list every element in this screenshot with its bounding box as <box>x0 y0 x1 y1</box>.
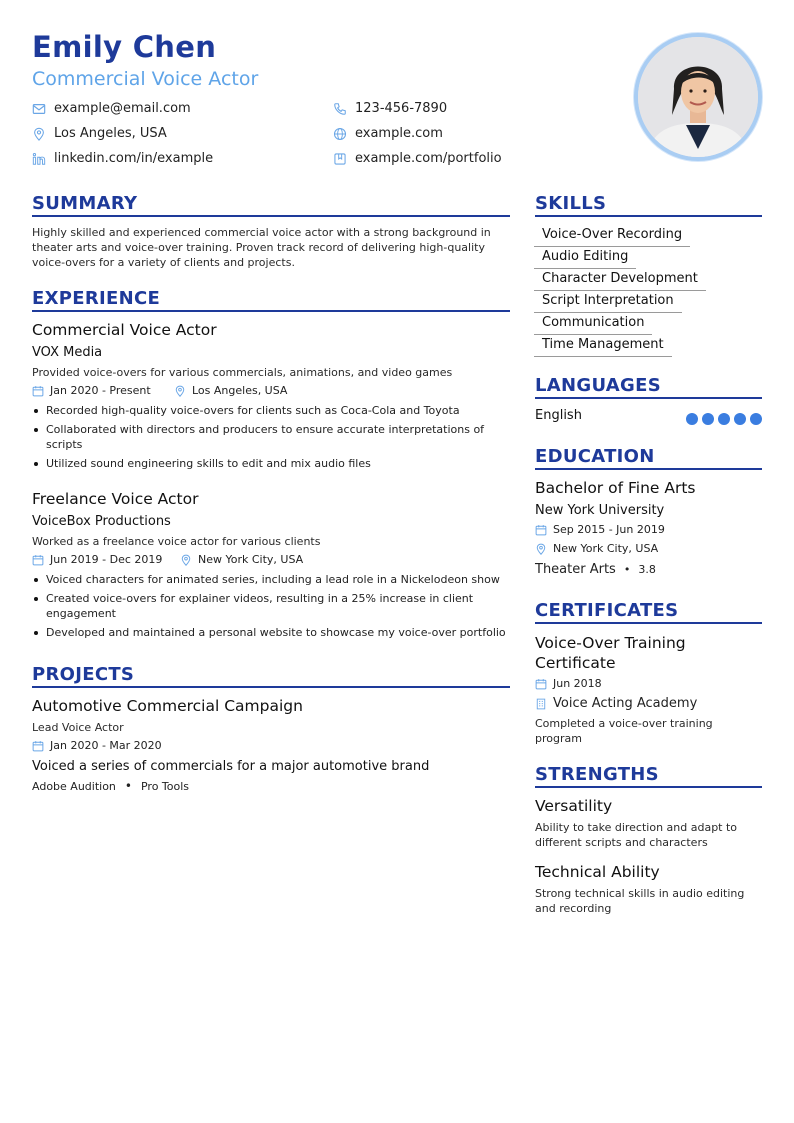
project-dates <box>32 739 162 752</box>
education-field-gpa <box>535 562 656 577</box>
summary-heading: SUMMARY <box>32 193 138 214</box>
calendar-icon <box>32 740 44 752</box>
certificates-heading: CERTIFICATES <box>535 600 679 621</box>
education-location-text: New York City, USA <box>553 542 659 555</box>
strength-description: Strong technical skills in audio editing and recording <box>535 887 745 915</box>
education-divider <box>535 468 762 470</box>
job-description: Worked as a freelance voice actor for various clients <box>32 535 321 548</box>
strengths-divider <box>535 786 762 788</box>
contact-website[interactable] <box>333 126 443 141</box>
bookmark-icon <box>333 152 347 166</box>
project-role: Lead Voice Actor <box>32 721 124 734</box>
phone-icon <box>333 102 347 116</box>
job-description: Provided voice-overs for various commercials, animations, and video games <box>32 366 453 379</box>
candidate-name: Emily Chen <box>32 30 217 64</box>
skill-tag: Time Management <box>534 335 672 357</box>
proficiency-dot <box>734 413 746 425</box>
contact-portfolio[interactable] <box>333 151 502 166</box>
languages-heading: LANGUAGES <box>535 375 661 396</box>
job-location <box>180 553 303 566</box>
summary-divider <box>32 215 510 217</box>
map-pin-icon <box>174 385 186 397</box>
project-dates-text: Jan 2020 - Mar 2020 <box>50 739 162 752</box>
certificate-date-text: Jun 2018 <box>553 677 602 690</box>
contact-website-text: example.com <box>355 126 443 141</box>
job-company: VoiceBox Productions <box>32 514 171 529</box>
project-tools <box>32 779 189 793</box>
proficiency-dot <box>686 413 698 425</box>
contact-location <box>32 126 167 141</box>
contact-phone-text: 123-456-7890 <box>355 101 448 116</box>
job-bullets <box>32 403 512 475</box>
projects-heading: PROJECTS <box>32 664 135 685</box>
strength-description: Ability to take direction and adapt to different scripts and characters <box>535 821 738 849</box>
job-role: Freelance Voice Actor <box>32 490 199 508</box>
map-pin-icon <box>32 127 46 141</box>
job-bullets <box>32 572 514 644</box>
skills-heading: SKILLS <box>535 193 607 214</box>
certificate-issuer-text: Voice Acting Academy <box>553 696 698 711</box>
project-tool: Adobe Audition <box>32 779 116 793</box>
experience-divider <box>32 310 510 312</box>
list-item: Voiced characters for animated series, including a lead role in a Nickelodeon show <box>32 572 514 587</box>
contact-location-text: Los Angeles, USA <box>54 126 167 141</box>
contact-phone[interactable] <box>333 101 447 116</box>
certificate-description: Completed a voice-over training program <box>535 717 713 745</box>
language-proficiency <box>686 413 762 425</box>
certificate-issuer <box>535 696 697 711</box>
strengths-heading: STRENGTHS <box>535 764 659 785</box>
skill-tag: Communication <box>534 313 652 335</box>
experience-heading: EXPERIENCE <box>32 288 161 309</box>
contact-email[interactable] <box>32 101 191 116</box>
education-school: New York University <box>535 503 665 518</box>
job-role: Commercial Voice Actor <box>32 321 217 339</box>
job-location-text: Los Angeles, USA <box>192 384 288 397</box>
job-dates-text: Jan 2020 - Present <box>50 384 151 397</box>
linkedin-icon <box>32 152 46 166</box>
job-dates <box>32 384 151 397</box>
education-dates-text: Sep 2015 - Jun 2019 <box>553 523 665 536</box>
education-degree: Bachelor of Fine Arts <box>535 479 696 497</box>
calendar-icon <box>535 524 547 536</box>
calendar-icon <box>32 554 44 566</box>
project-description: Voiced a series of commercials for a major automotive brand <box>32 759 430 774</box>
contact-linkedin-text: linkedin.com/in/example <box>54 151 214 166</box>
envelope-icon <box>32 102 46 116</box>
education-field: Theater Arts <box>535 562 616 577</box>
education-heading: EDUCATION <box>535 446 655 467</box>
education-gpa: 3.8 <box>638 563 656 576</box>
list-item: Developed and maintained a personal website to showcase my voice-over portfolio <box>32 625 514 640</box>
contact-portfolio-text: example.com/portfolio <box>355 151 502 166</box>
job-dates <box>32 553 162 566</box>
calendar-icon <box>32 385 44 397</box>
tag-separator: • <box>623 563 631 576</box>
proficiency-dot <box>718 413 730 425</box>
skill-tag: Audio Editing <box>534 247 636 269</box>
list-item: Collaborated with directors and producers to ensure accurate interpretations of scripts <box>32 422 512 452</box>
profile-photo <box>634 33 762 161</box>
education-dates <box>535 523 665 536</box>
certificate-name: Voice-Over Training Certificate <box>535 634 686 672</box>
strength-name: Versatility <box>535 797 613 815</box>
job-location-text: New York City, USA <box>198 553 304 566</box>
summary-text: Highly skilled and experienced commercial voice actor with a strong background in theater arts and voice-over training. Proven track record of delivering high-quality voice-overs for a variety of clients and projects. <box>32 226 491 269</box>
certificates-divider <box>535 622 762 624</box>
skill-tag: Script Interpretation <box>534 291 682 313</box>
skill-tag: Voice-Over Recording <box>534 225 690 247</box>
proficiency-dot <box>750 413 762 425</box>
map-pin-icon <box>180 554 192 566</box>
avatar-portrait-icon <box>638 37 758 157</box>
job-dates-text: Jun 2019 - Dec 2019 <box>50 553 163 566</box>
contact-linkedin[interactable] <box>32 151 213 166</box>
list-item: Created voice-overs for explainer videos, resulting in a 25% increase in client engagement <box>32 591 514 621</box>
building-icon <box>535 698 547 710</box>
languages-divider <box>535 397 762 399</box>
calendar-icon <box>535 678 547 690</box>
list-item: Utilized sound engineering skills to edit and mix audio files <box>32 456 512 471</box>
skill-tag: Character Development <box>534 269 706 291</box>
job-location <box>174 384 287 397</box>
skills-divider <box>535 215 762 217</box>
strength-name: Technical Ability <box>535 863 660 881</box>
job-company: VOX Media <box>32 345 103 360</box>
language-name: English <box>535 408 582 423</box>
project-tool: Pro Tools <box>140 779 190 793</box>
candidate-title: Commercial Voice Actor <box>32 68 259 90</box>
list-item: Recorded high-quality voice-overs for clients such as Coca-Cola and Toyota <box>32 403 512 418</box>
map-pin-icon <box>535 543 547 555</box>
project-name: Automotive Commercial Campaign <box>32 697 303 715</box>
certificate-date <box>535 677 602 690</box>
proficiency-dot <box>702 413 714 425</box>
projects-divider <box>32 686 510 688</box>
contact-email-text: example@email.com <box>54 101 191 116</box>
education-location <box>535 542 658 555</box>
globe-icon <box>333 127 347 141</box>
tag-separator: • <box>124 779 132 793</box>
